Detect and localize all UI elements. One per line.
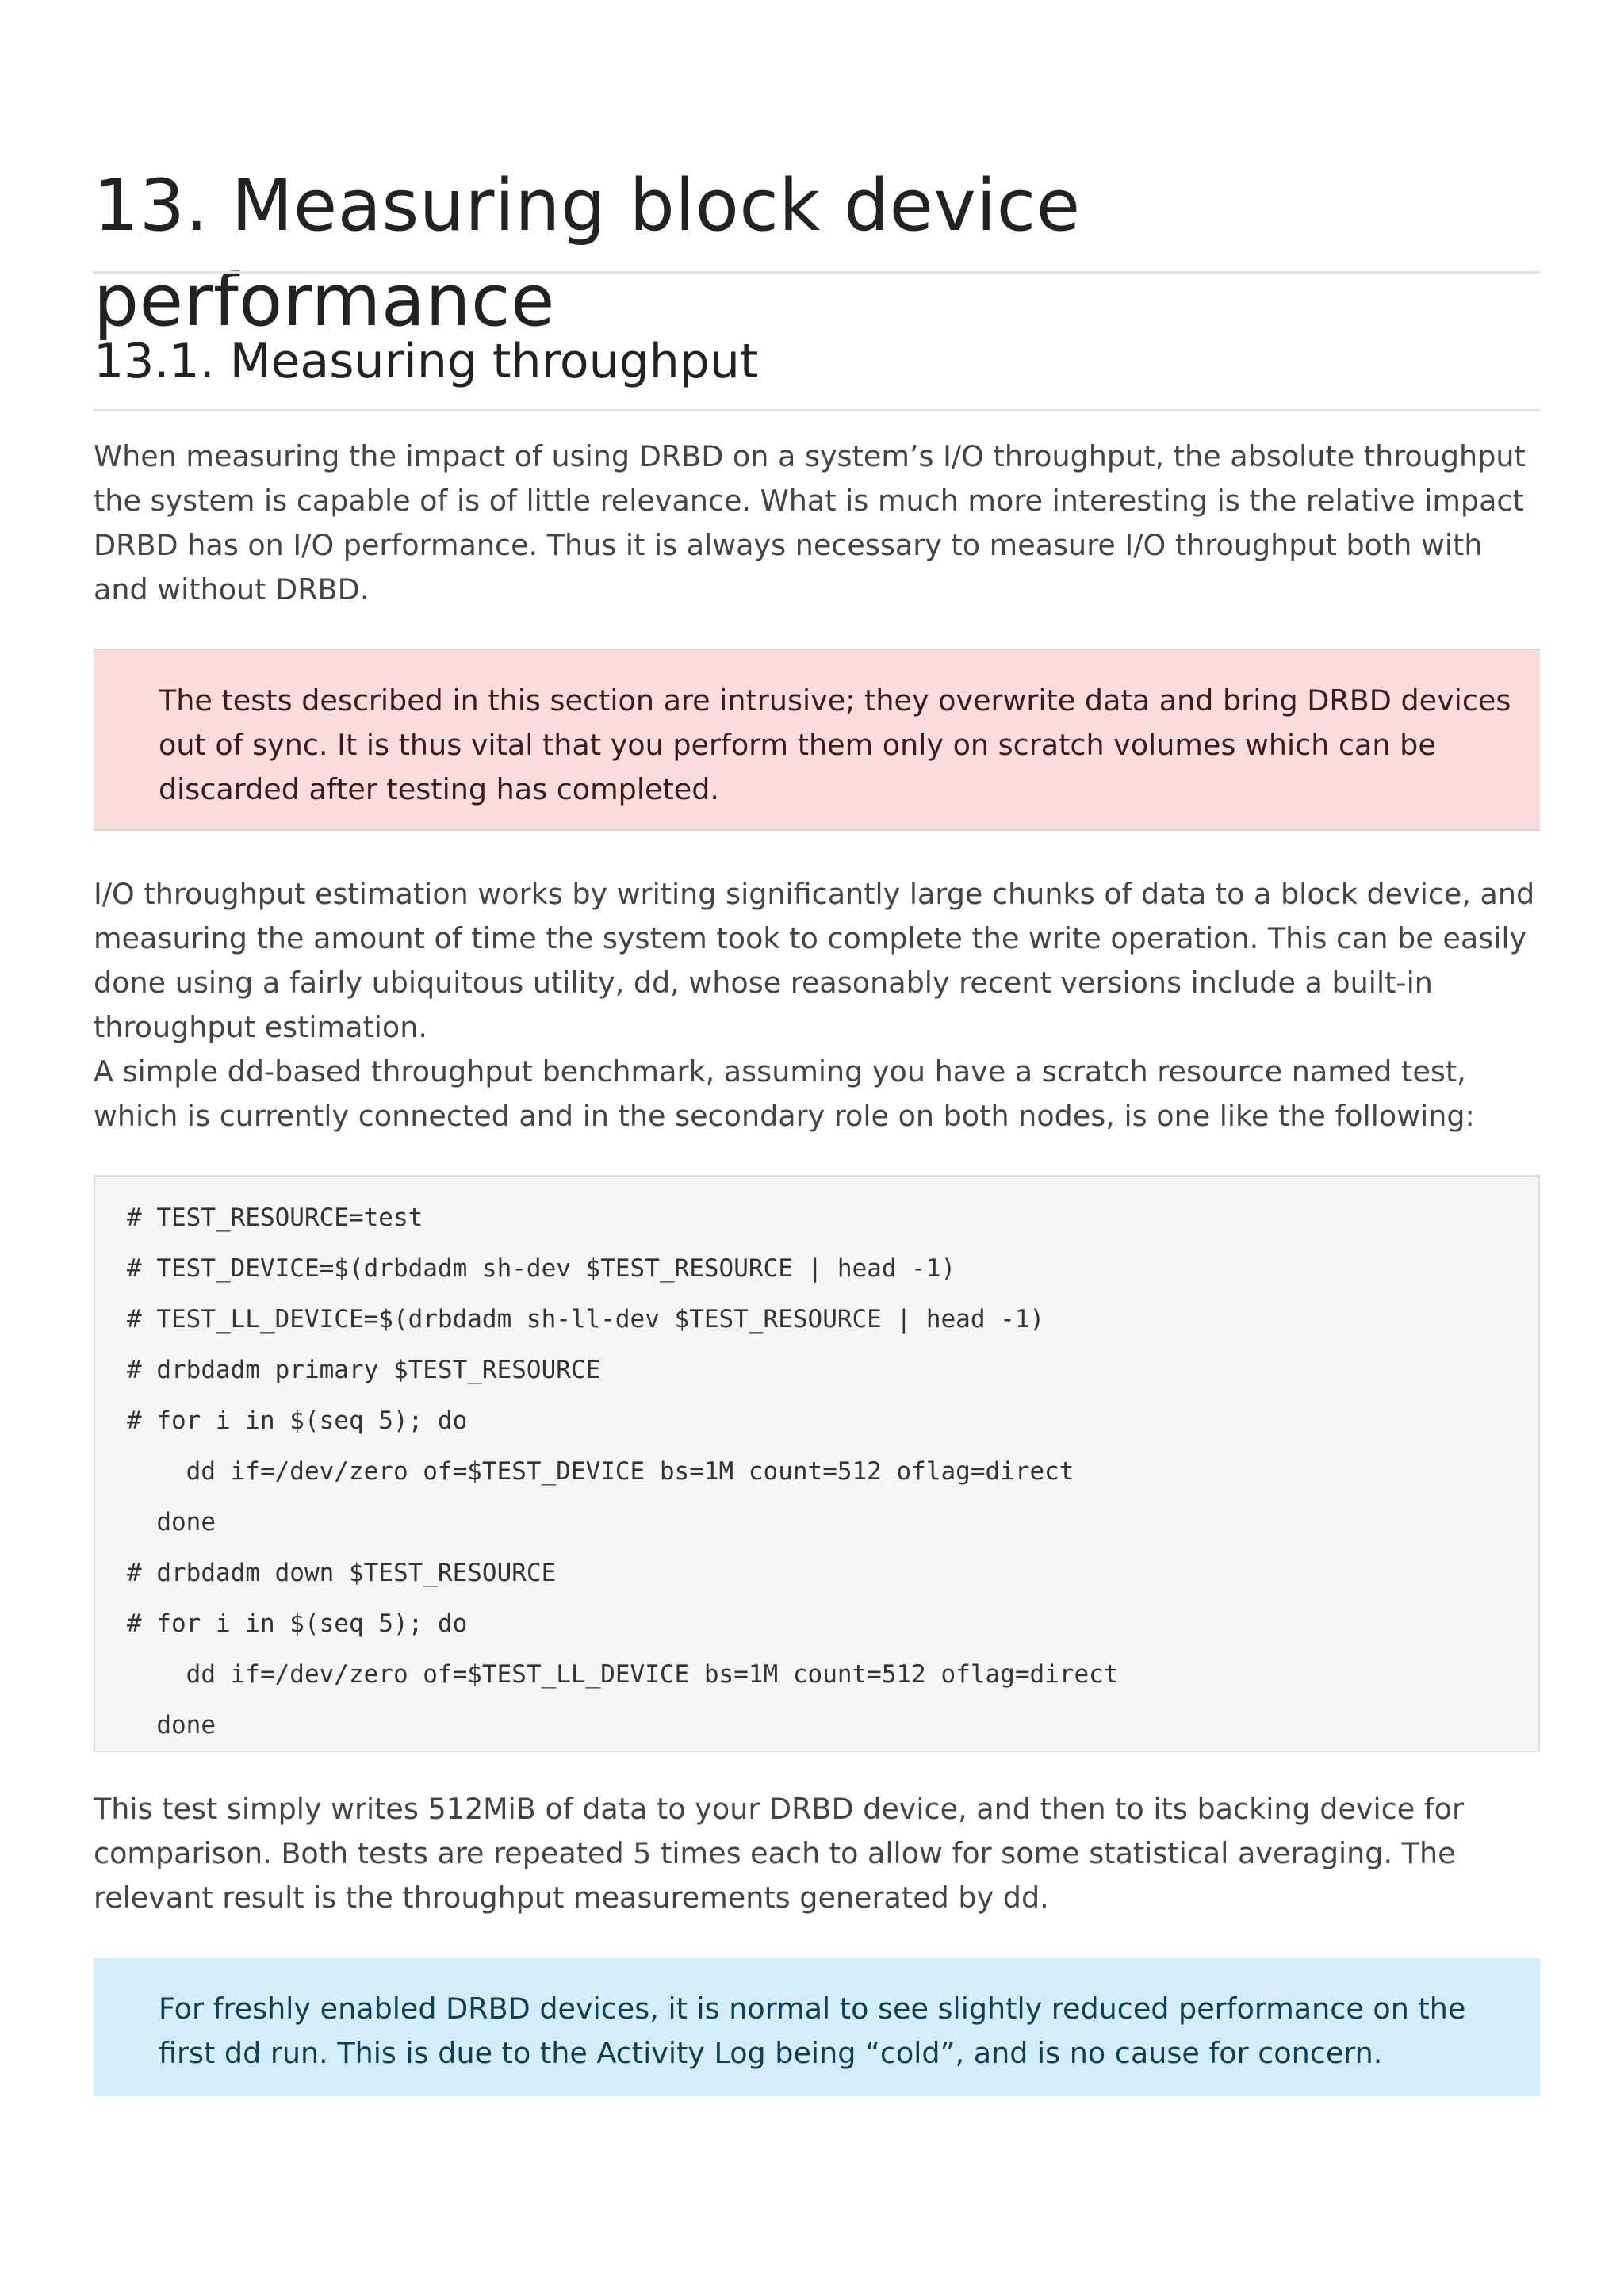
chapter-title: 13. Measuring block device performance [94, 164, 1081, 342]
code-block [94, 1175, 1540, 1752]
note-admonition [94, 1958, 1540, 2096]
code-line: # TEST_LL_DEVICE=$(drbdadm sh-ll-dev $TEST_RESOURCE | head -1) [127, 1305, 1045, 1334]
section-title: 13.1. Measuring throughput [94, 334, 759, 389]
code-line: done [127, 1711, 216, 1739]
warning-admonition [94, 649, 1540, 831]
code-line: # TEST_RESOURCE=test [127, 1203, 423, 1232]
code-line: dd if=/dev/zero of=$TEST_LL_DEVICE bs=1M count=512 oflag=direct [127, 1660, 1119, 1689]
summary-paragraph: This test simply writes 512MiB of data to your DRBD device, and then to its backing device for comparison. Both tests are repeated 5 times each to allow for some statistical averaging. The relevant result is the throughput measurements generated by dd. [94, 1792, 1464, 1915]
code-line: # TEST_DEVICE=$(drbdadm sh-dev $TEST_RESOURCE | head -1) [127, 1254, 956, 1283]
code-line: dd if=/dev/zero of=$TEST_DEVICE bs=1M count=512 oflag=direct [127, 1457, 1074, 1486]
section-title-divider [94, 409, 1540, 411]
code-line: # drbdadm primary $TEST_RESOURCE [127, 1356, 601, 1384]
benchmark-intro-paragraph: A simple dd-based throughput benchmark, assuming you have a scratch resource named test, which is currently connected and in the secondary role on both nodes, is one like the following: [94, 1054, 1475, 1133]
intro-paragraph: When measuring the impact of using DRBD on a system’s I/O throughput, the absolute throughput the system is capable of is of little relevance. What is much more interesting is the relative impact DRBD has on I/O performance. Thus it is always necessary to measure I/O throughput both with and without DRBD. [94, 439, 1526, 607]
note-text: For freshly enabled DRBD devices, it is normal to see slightly reduced performance on the first dd run. This is due to the Activity Log being “cold”, and is no cause for concern. [159, 1992, 1466, 2070]
warning-text: The tests described in this section are intrusive; they overwrite data and bring DRBD devices out of sync. It is thus vital that you perform them only on scratch volumes which can be discarded after testing has completed. [159, 683, 1511, 806]
estimation-paragraph: I/O throughput estimation works by writing significantly large chunks of data to a block device, and measuring the amount of time the system took to complete the write operation. This can be easily done using a fairly ubiquitous utility, dd, whose reasonably recent versions include a built-in throughput estimation. [94, 877, 1535, 1044]
code-line: # drbdadm down $TEST_RESOURCE [127, 1559, 557, 1587]
code-line: done [127, 1508, 216, 1536]
code-line: # for i in $(seq 5); do [127, 1609, 468, 1638]
code-line: # for i in $(seq 5); do [127, 1406, 468, 1435]
chapter-title-divider [94, 271, 1540, 274]
